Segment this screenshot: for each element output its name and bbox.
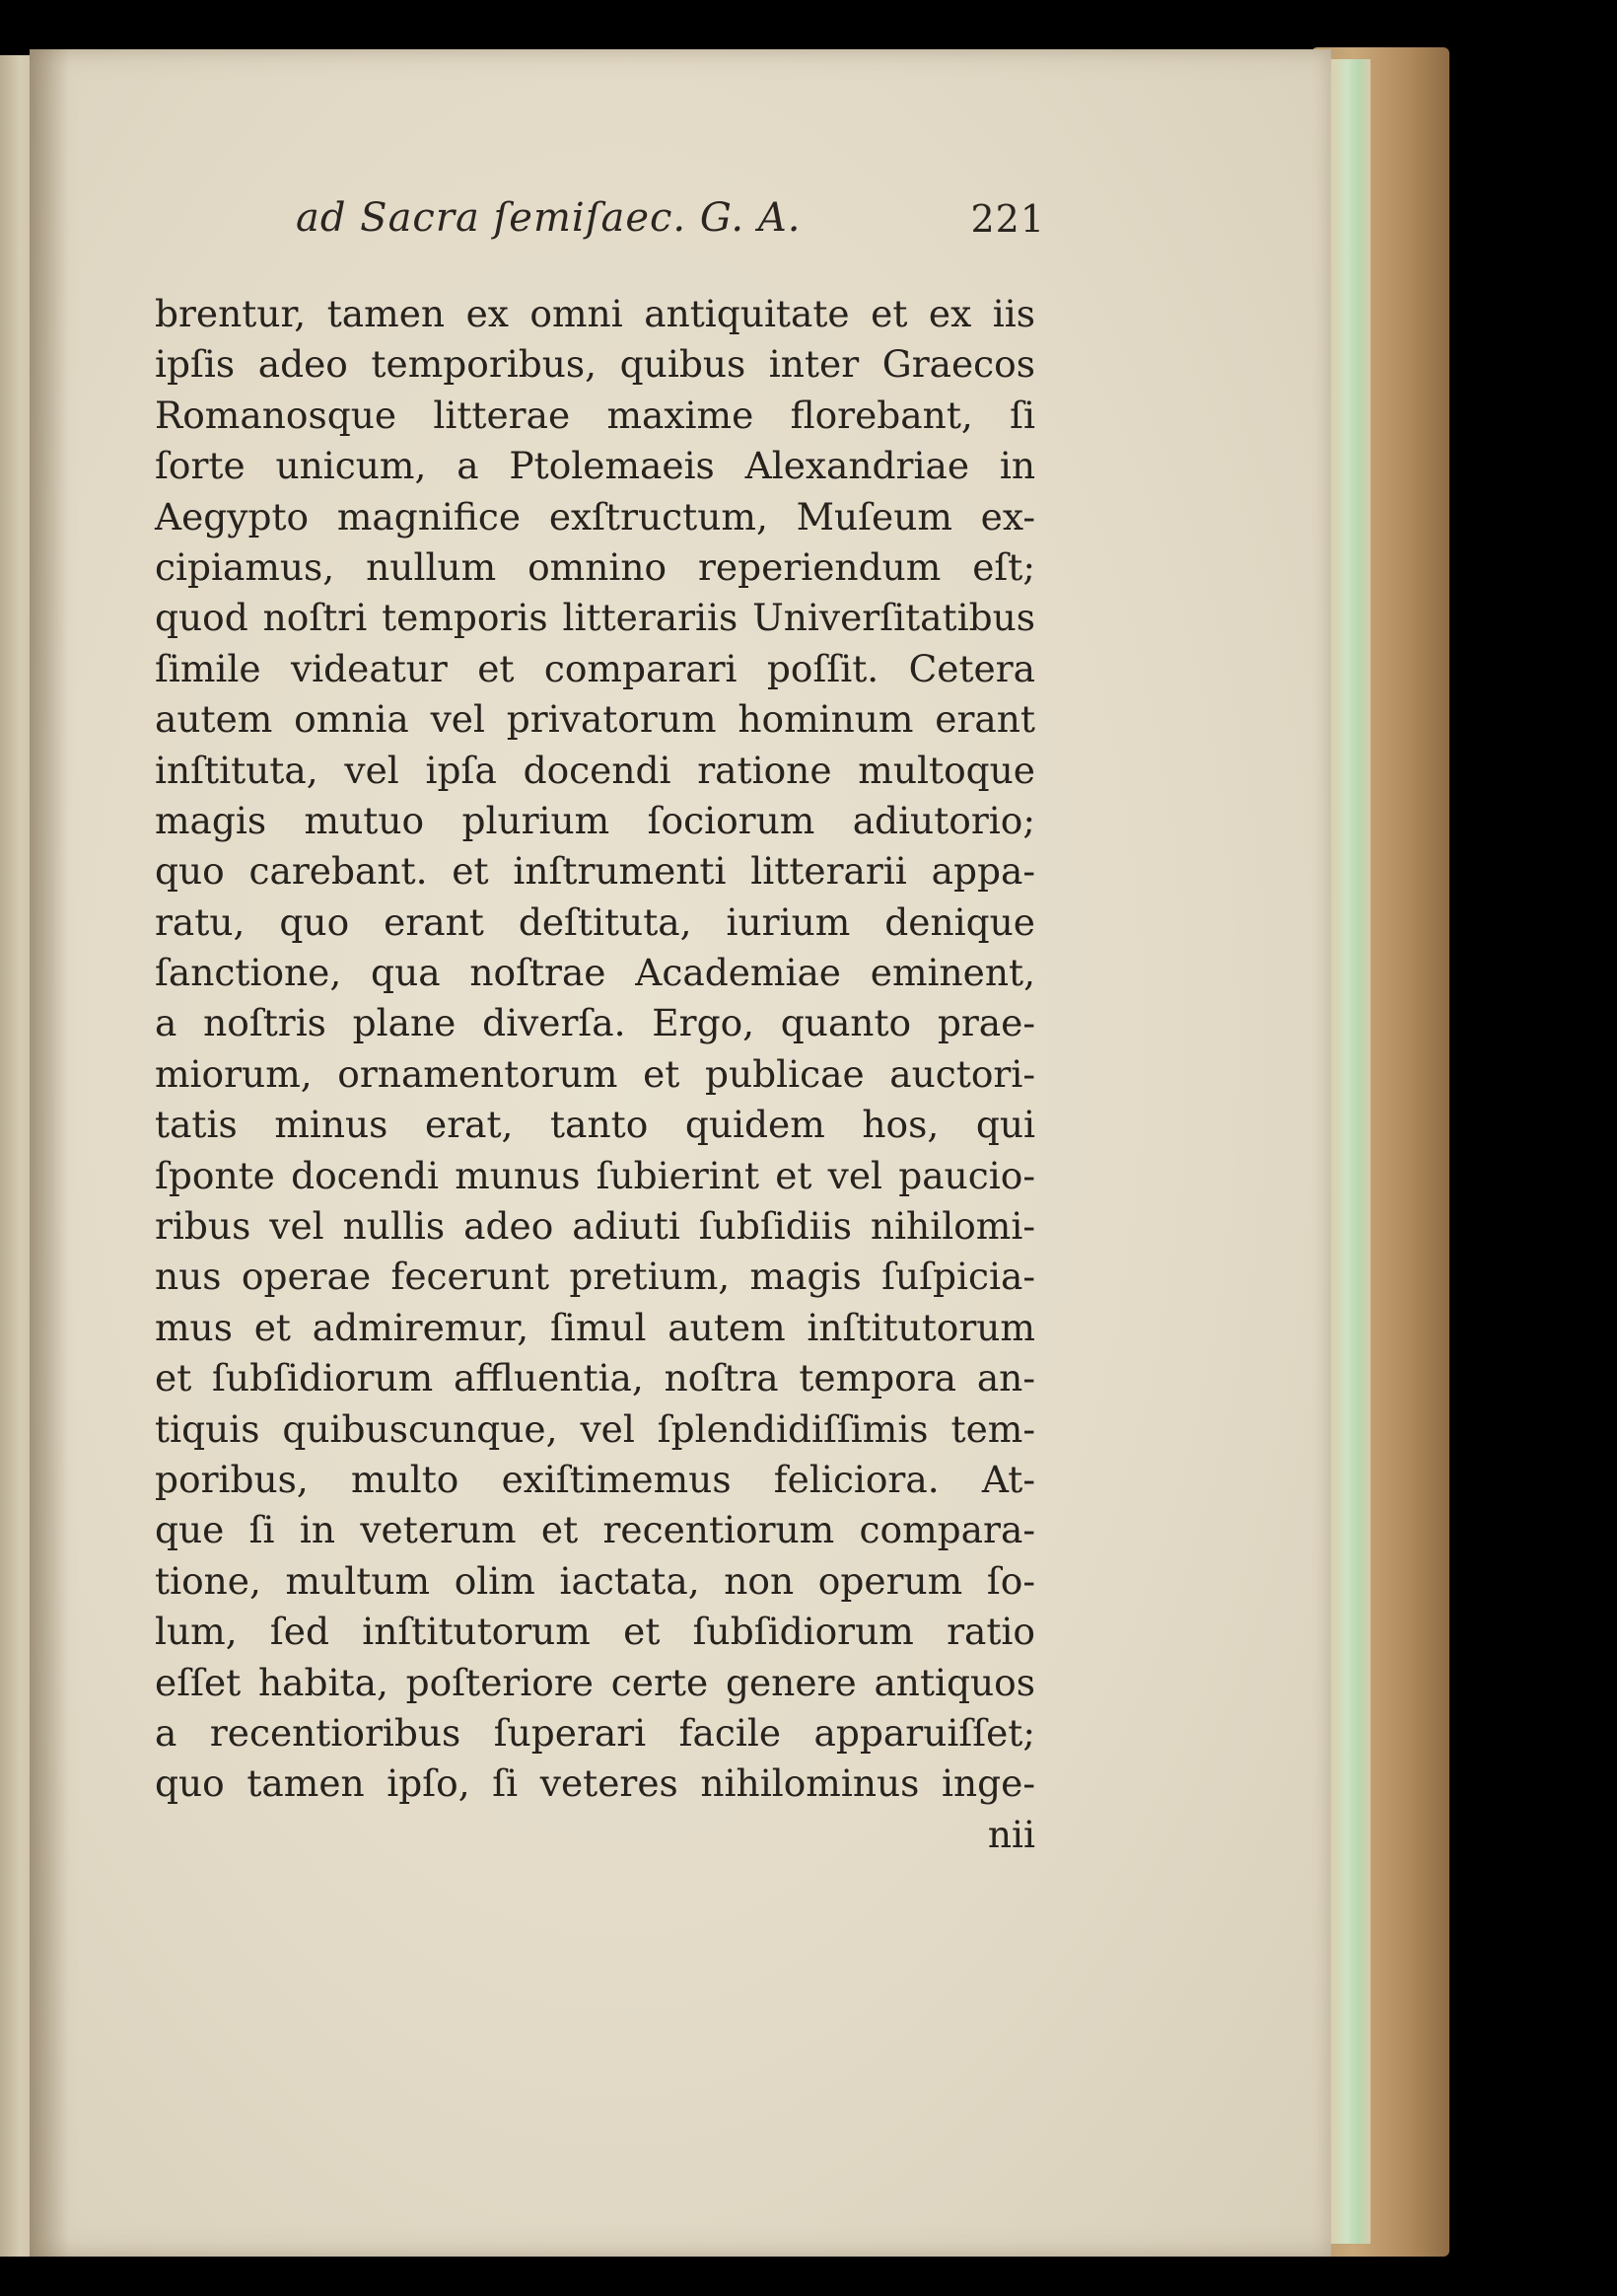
text-line: cipiamus, nullum omnino reperiendum eſt; [155,544,1035,589]
text-line: ſponte docendi munus ſubierint et vel paucio- [155,1153,1035,1197]
text-line: Aegypto magnifice exſtructum, Muſeum ex- [155,494,1035,538]
text-line: et ſubſidiorum affluentia, noſtra tempora an- [155,1356,1035,1400]
text-line: Romanosque litterae maxime florebant, ſi [155,393,1035,437]
text-line: tione, multum olim iactata, non operum ſo- [155,1558,1035,1603]
text-line: ſanctione, qua noſtrae Academiae eminent, [155,951,1035,995]
facing-page-edge [0,55,34,2257]
text-line: brentur, tamen ex omni antiquitate et ex iis [155,292,1035,335]
text-line: mus et admiremur, ſimul autem inſtitutorum [155,1305,1035,1349]
page-edges [1331,59,1371,2244]
text-line: ſimile videatur et comparari poſſit. Cetera [155,646,1035,690]
text-line: quo carebant. et inſtrumenti litterarii appa- [155,849,1035,894]
text-line: autem omnia vel privatorum hominum erant [155,697,1035,742]
text-line: nii [987,1812,1035,1856]
text-line: magis mutuo plurium ſociorum adiutorio; [155,798,1035,842]
text-line: a noſtris plane diverſa. Ergo, quanto prae- [155,1001,1035,1045]
text-line: quod noſtri temporis litterariis Univerſitatibus [155,596,1035,640]
text-line: a recentioribus ſuperari facile apparuiſſet; [155,1710,1035,1755]
text-line: lum, ſed inſtitutorum et ſubſidiorum ratio [155,1610,1035,1654]
text-line: inſtituta, vel ipſa docendi ratione multoque [155,748,1035,792]
text-line: tatis minus erat, tanto quidem hos, qui [155,1103,1035,1147]
text-line: que ſi in veterum et recentiorum compara- [155,1508,1035,1552]
page-number: 221 [970,197,1045,241]
text-line: miorum, ornamentorum et publicae auctori- [155,1051,1035,1096]
text-line: ſorte unicum, a Ptolemaeis Alexandriae in [155,444,1035,488]
page-header [296,195,1045,254]
text-line: ipſis adeo temporibus, quibus inter Graecos [155,342,1035,387]
text-line: tiquis quibuscunque, vel ſplendidiſſimis tem- [155,1406,1035,1451]
running-title: ad Sacra ſemiſaec. G. A. [296,195,802,241]
text-line: ratu, quo erant deſtituta, iurium denique [155,899,1035,944]
gutter-shadow [30,49,69,2257]
text-line: ribus vel nullis adeo adiuti ſubſidiis nihilomi- [155,1204,1035,1249]
text-line: nus operae fecerunt pretium, magis ſuſpicia- [155,1255,1035,1299]
text-line: poribus, multo exiſtimemus feliciora. At- [155,1457,1035,1501]
text-line: eſſet habita, poſteriore certe genere antiquos [155,1660,1035,1704]
text-line: quo tamen ipſo, ſi veteres nihilominus inge- [155,1761,1035,1806]
body-text [155,289,1035,1860]
